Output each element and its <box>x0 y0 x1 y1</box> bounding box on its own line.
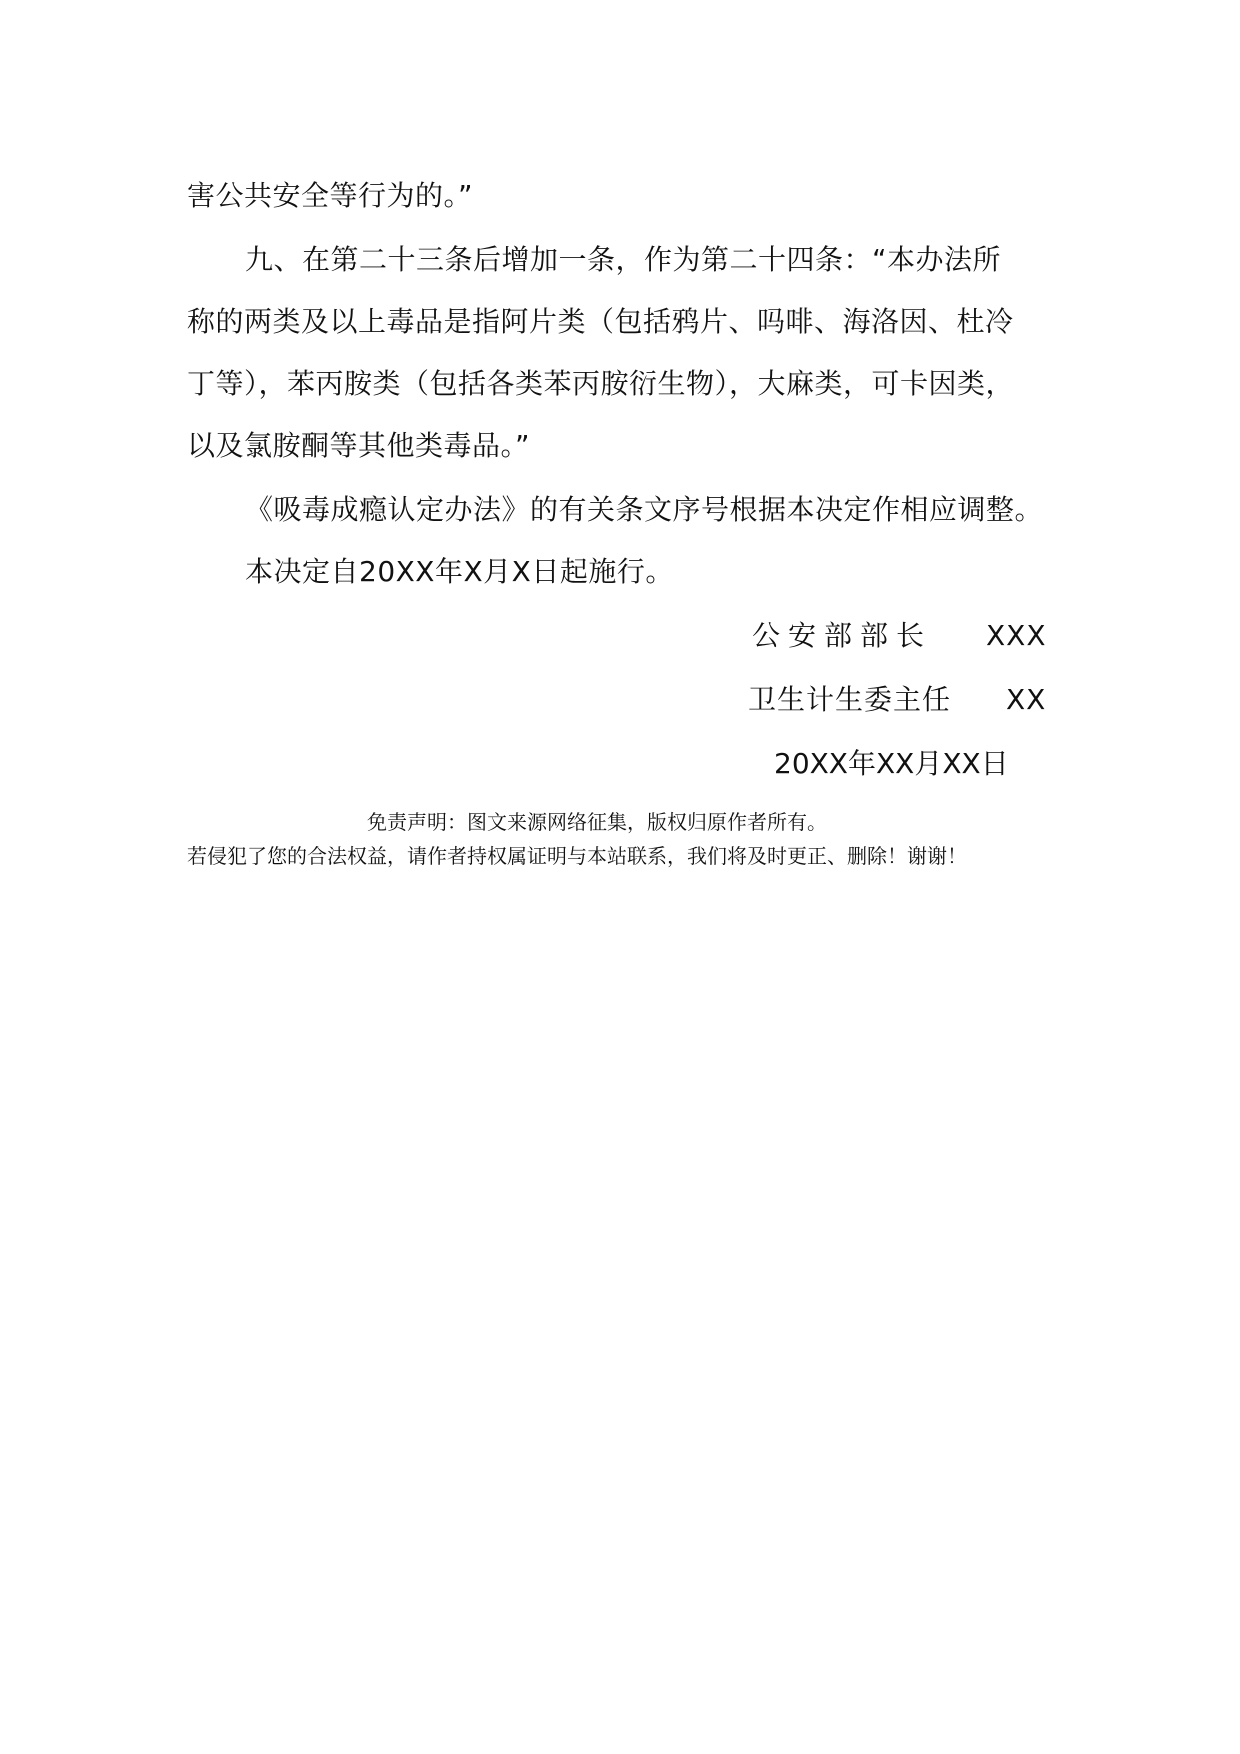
signature-name: XXX <box>986 619 1047 652</box>
disclaimer-line-2: 若侵犯了您的合法权益，请作者持权属证明与本站联系，我们将及时更正、删除！谢谢！ <box>187 844 967 868</box>
disclaimer-line-1: 免责声明：图文来源网络征集，版权归原作者所有。 <box>367 810 827 834</box>
paragraph-line-5: 以及氯胺酮等其他类毒品。” <box>187 429 531 462</box>
paragraph-line-2: 九、在第二十三条后增加一条，作为第二十四条：“本办法所 <box>245 243 1002 276</box>
signature-name: XX <box>1006 683 1047 716</box>
paragraph-line-3: 称的两类及以上毒品是指阿片类（包括鸦片、吗啡、海洛因、杜冷 <box>187 305 1014 338</box>
signature-title: 卫生计生委主任 <box>748 683 952 716</box>
signature-row-2 <box>0 680 1240 720</box>
paragraph-line-7: 本决定自20XX年X月X日起施行。 <box>245 555 674 588</box>
paragraph-line-1: 害公共安全等行为的。” <box>187 179 474 212</box>
paragraph-line-6: 《吸毒成瘾认定办法》的有关条文序号根据本决定作相应调整。 <box>245 493 1044 526</box>
paragraph-line-4: 丁等），苯丙胺类（包括各类苯丙胺衍生物），大麻类，可卡因类， <box>187 367 1015 400</box>
document-date: 20XX年XX月XX日 <box>774 747 1009 780</box>
signature-title: 公安部部长 <box>752 619 933 652</box>
signature-row-1 <box>0 616 1240 656</box>
